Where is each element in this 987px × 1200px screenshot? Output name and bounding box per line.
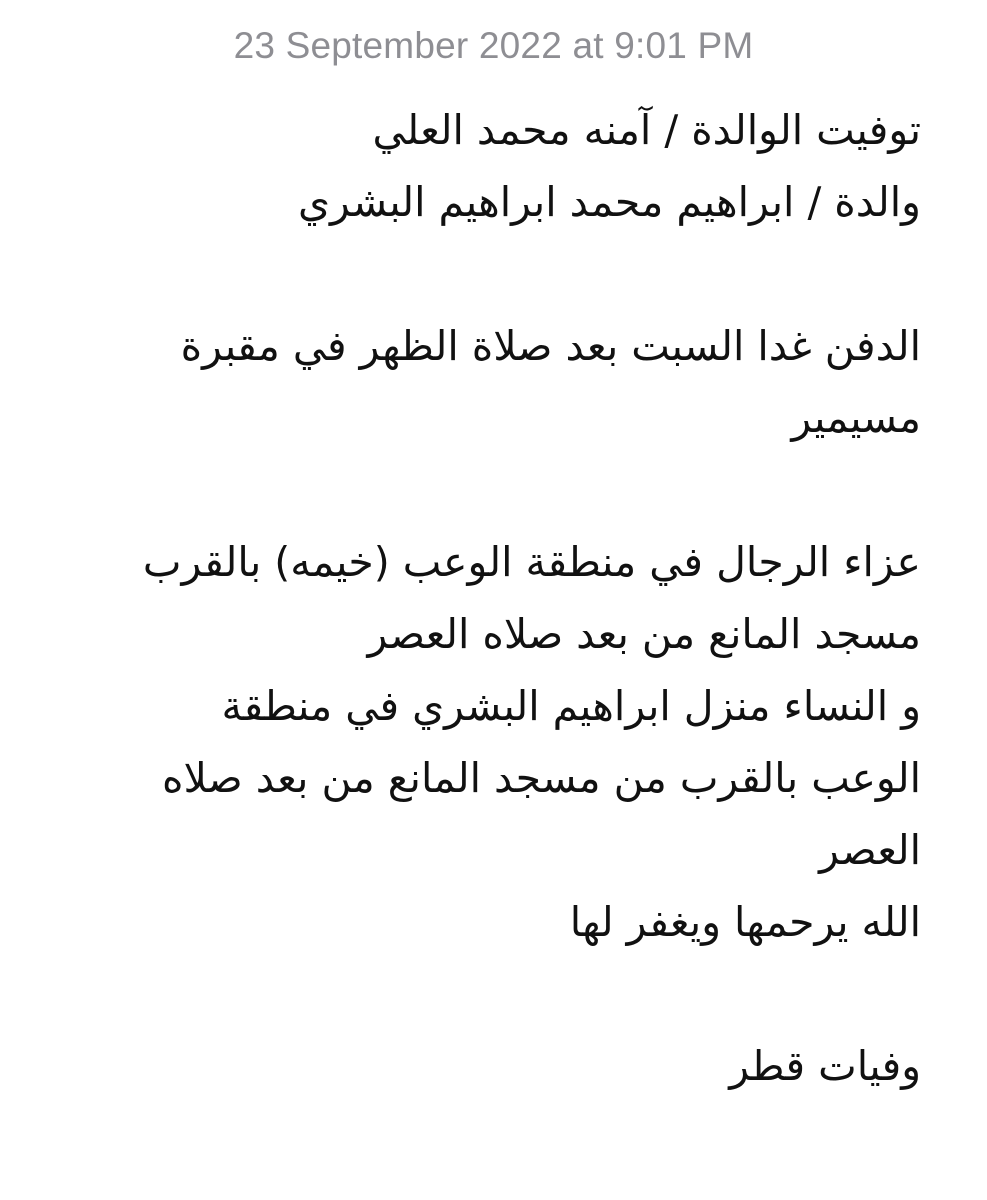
blank-line xyxy=(61,958,921,1030)
note-line: الوعب بالقرب من مسجد المانع من بعد صلاه xyxy=(161,754,921,802)
blank-line xyxy=(61,454,921,526)
note-line: الدفن غدا السبت بعد صلاة الظهر في مقبرة xyxy=(180,322,921,370)
note-line: مسيمير xyxy=(791,394,921,442)
note-timestamp: 23 September 2022 at 9:01 PM xyxy=(233,25,754,66)
note-line: والدة / ابراهيم محمد ابراهيم البشري xyxy=(297,178,921,226)
note-line: عزاء الرجال في منطقة الوعب (خيمه) بالقرب xyxy=(142,538,921,586)
blank-line xyxy=(61,238,921,310)
note-line: العصر xyxy=(819,826,921,874)
note-line: توفيت الوالدة / آمنه محمد العلي xyxy=(372,106,921,154)
note-body[interactable] xyxy=(61,94,921,1102)
note-line: مسجد المانع من بعد صلاه العصر xyxy=(367,610,921,658)
note-line: وفيات قطر xyxy=(729,1042,921,1090)
note-line: الله يرحمها ويغفر لها xyxy=(569,898,921,946)
note-line: و النساء منزل ابراهيم البشري في منطقة xyxy=(221,682,921,730)
